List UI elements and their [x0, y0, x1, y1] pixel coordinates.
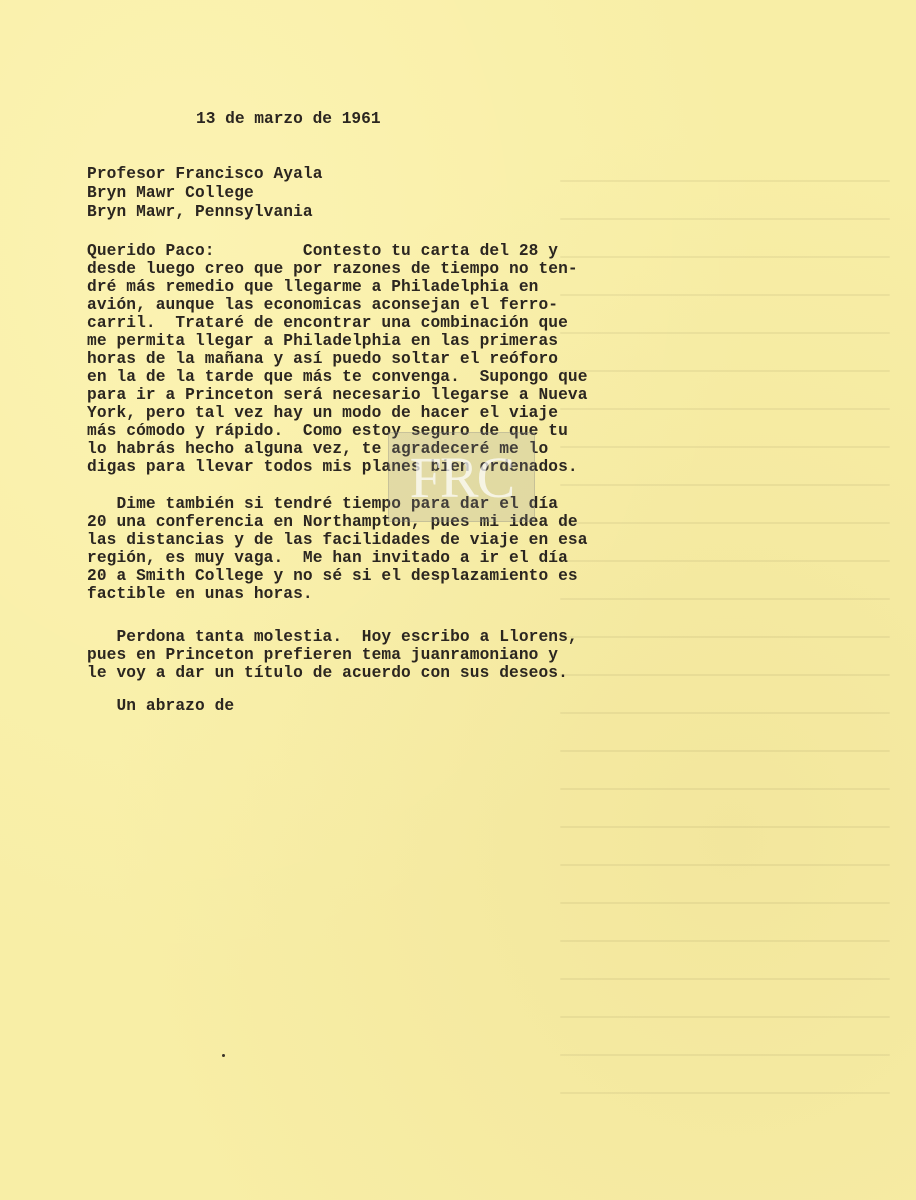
body-line: lo habrás hecho alguna vez, te agradeceré me lo — [87, 440, 549, 458]
body-line: Querido Paco: Contesto tu carta del 28 y — [87, 242, 559, 260]
body-line: 20 una conferencia en Northampton, pues mi idea de — [87, 513, 578, 531]
body-line: digas para llevar todos mis planes bien ordenados. — [87, 458, 578, 476]
body-line: dré más remedio que llegarme a Philadelphia en — [87, 278, 539, 296]
body-line: más cómodo y rápido. Como estoy seguro de que tu — [87, 422, 568, 440]
body-line: le voy a dar un título de acuerdo con sus deseos. — [87, 664, 568, 682]
reverse-side-bleed-through — [560, 180, 890, 1160]
paper-speck — [222, 1054, 225, 1057]
body-line: avión, aunque las economicas aconsejan el ferro- — [87, 296, 559, 314]
letter-date: 13 de marzo de 1961 — [196, 110, 381, 128]
body-line: me permita llegar a Philadelphia en las primeras — [87, 332, 559, 350]
body-line: en la de la tarde que más te convenga. Supongo que — [87, 368, 588, 386]
address-line: Profesor Francisco Ayala — [87, 165, 323, 183]
body-line: desde luego creo que por razones de tiempo no ten- — [87, 260, 578, 278]
archive-watermark-logo — [388, 432, 535, 522]
address-line: Bryn Mawr, Pennsylvania — [87, 203, 313, 221]
body-line: carril. Trataré de encontrar una combinación que — [87, 314, 568, 332]
watermark-text: FRC — [409, 444, 514, 510]
body-line: horas de la mañana y así puedo soltar el reóforo — [87, 350, 559, 368]
body-line: región, es muy vaga. Me han invitado a ir el día — [87, 549, 568, 567]
body-line: 20 a Smith College y no sé si el desplazamiento es — [87, 567, 578, 585]
address-line: Bryn Mawr College — [87, 184, 254, 202]
body-line: Dime también si tendré tiempo para dar el día — [87, 495, 559, 513]
body-line: para ir a Princeton será necesario llegarse a Nueva — [87, 386, 588, 404]
closing-line: Un abrazo de — [87, 697, 235, 715]
body-line: pues en Princeton prefieren tema juanramoniano y — [87, 646, 559, 664]
body-line: las distancias y de las facilidades de viaje en esa — [87, 531, 588, 549]
body-line: Perdona tanta molestia. Hoy escribo a Llorens, — [87, 628, 578, 646]
body-line: York, pero tal vez hay un modo de hacer el viaje — [87, 404, 559, 422]
body-line: factible en unas horas. — [87, 585, 313, 603]
